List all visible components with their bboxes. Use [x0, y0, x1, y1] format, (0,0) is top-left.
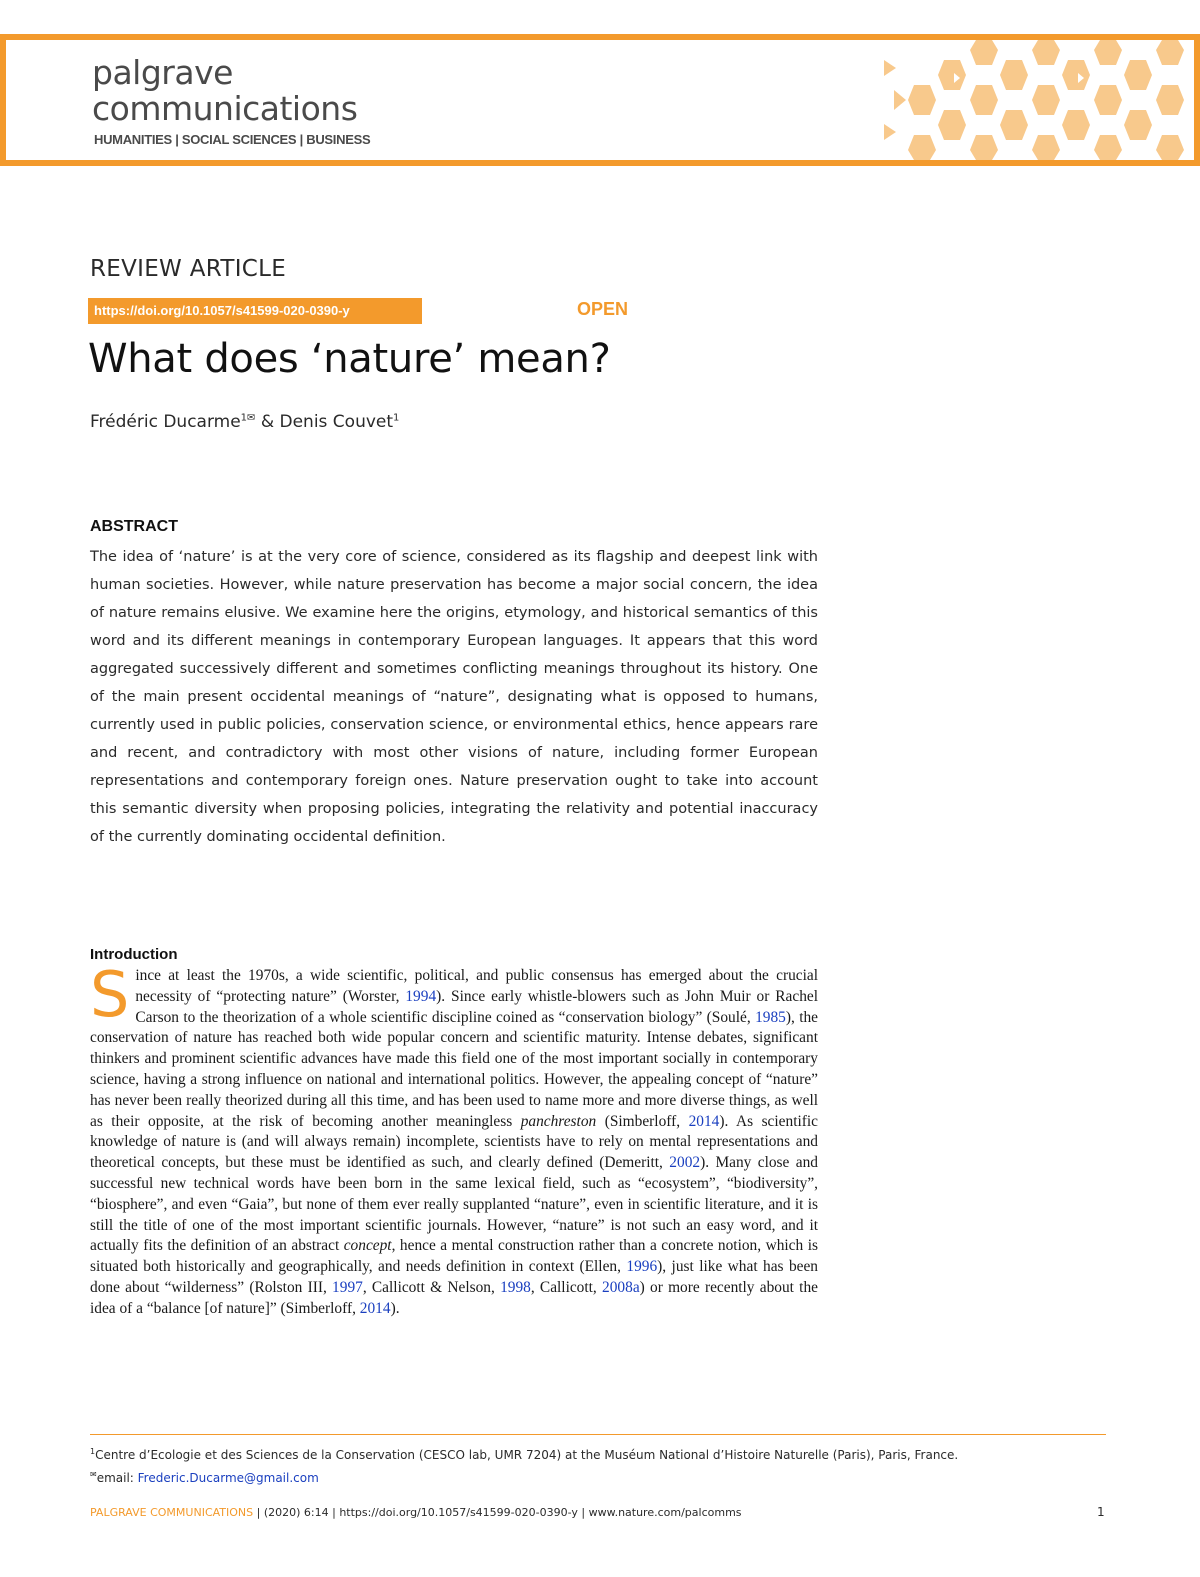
footnote-divider: [90, 1434, 1106, 1435]
body-text: ). As scientific knowledge of nature is (and will always remain) incomplete, scientists have to rely on mental representations and theoretical concepts, but these must be identified as such, and clearly defined (Demeritt,: [90, 1112, 818, 1172]
affiliation-footnote: [90, 1442, 1110, 1465]
envelope-icon: ✉: [90, 1470, 97, 1479]
emphasis-text: panchreston: [520, 1112, 597, 1130]
citation-link[interactable]: 1985: [755, 1008, 786, 1026]
email-footnote: [90, 1465, 1110, 1488]
body-text: ). Since early whistle-blowers such as John Muir or Rachel Carson to the theorization of a whole scientific discipline coined as “conservation biology” (Soulé,: [135, 987, 818, 1026]
journal-brand-line2: communications: [92, 89, 358, 128]
section-heading-introduction: Introduction: [90, 946, 178, 963]
citation-link[interactable]: 2014: [359, 1299, 391, 1317]
body-text: , Callicott,: [530, 1278, 603, 1296]
page-number: 1: [1097, 1505, 1105, 1519]
emphasis-text: concept: [343, 1237, 392, 1255]
body-text: , Callicott & Nelson,: [362, 1278, 501, 1296]
drop-cap: S: [90, 958, 130, 1031]
author-name[interactable]: Frédéric Ducarme: [90, 412, 241, 432]
hexagon-pattern-icon: [854, 40, 1194, 160]
body-text: , hence a mental construction rather than a concrete notion, which is situated both historically and geographically, and needs definition in context (Ellen,: [90, 1237, 818, 1276]
body-text: ince at least the 1970s, a wide scientific, political, and public consensus has emerged about the crucial necessity of “protecting nature” (Worster,: [135, 967, 818, 1005]
body-text: ). Many close and successful new technical words have been born in the same lexical field, such as “ecosystem”, “biodiversity”, “biosphere”, and even “Gaia”, but none of them ever really supplanted “nature”, even in scientific literature, and it is still the title of one of the most important scientific journals. However, “nature” is not such an easy word, and it actually fits the definition of an abstract: [90, 1154, 818, 1255]
journal-header: [0, 34, 1200, 166]
footer-journal-name: PALGRAVE COMMUNICATIONS: [90, 1506, 254, 1519]
page-footer: [90, 1506, 742, 1519]
open-access-label: OPEN: [577, 299, 629, 319]
email-link[interactable]: Frederic.Ducarme@gmail.com: [137, 1471, 319, 1485]
citation-link[interactable]: 1997: [332, 1278, 363, 1296]
body-text: (Simberloff,: [596, 1112, 689, 1130]
footnote-marker: 1: [90, 1447, 96, 1456]
journal-tagline: HUMANITIES | SOCIAL SCIENCES | BUSINESS: [94, 132, 371, 147]
abstract-heading: ABSTRACT: [90, 518, 178, 535]
citation-link[interactable]: 1998: [500, 1278, 531, 1296]
author-affiliation-sup: 1: [393, 412, 400, 424]
body-text: ), the conservation of nature has reached both wide popular concern and scientific maturity. Intense debates, significant thinkers and prominent scientific advances have made this field one of the most important socially in contemporary science, having a strong influence on national and international politics. However, the appealing concept of “nature” has never been really theorized during all this time, and has been used to name more and more diverse things, as well as their opposite, at the risk of becoming another meaningless: [90, 1008, 819, 1130]
author-list: [90, 412, 399, 432]
citation-link[interactable]: 1994: [405, 987, 437, 1005]
author-affiliation-sup: 1✉: [240, 412, 256, 424]
author-name[interactable]: Denis Couvet: [279, 412, 394, 432]
body-text: ), just like what has been done about “wilderness” (Rolston III,: [90, 1258, 818, 1296]
citation-link[interactable]: 2002: [669, 1154, 701, 1172]
body-text: ).: [390, 1299, 400, 1317]
author-separator: &: [255, 412, 280, 432]
introduction-paragraph: [90, 958, 819, 1320]
journal-brand-line1: palgrave: [92, 53, 233, 92]
footnotes: [90, 1442, 1110, 1488]
doi-link[interactable]: https://doi.org/10.1057/s41599-020-0390-y: [88, 298, 422, 324]
footer-citation: | (2020) 6:14 | https://doi.org/10.1057/s41599-020-0390-y | www.nature.com/palcomms: [253, 1506, 742, 1519]
abstract-text: The idea of ‘nature’ is at the very core of science, considered as its flagship and deepest link with human societies. However, while nature preservation has become a major social concern, the idea of nature remains elusive. We examine here the origins, etymology, and historical semantics of this word and its different meanings in contemporary European languages. It appears that this word aggregated successively different and sometimes conflicting meanings throughout its history. One of the main present occidental meanings of “nature”, designating what is opposed to humans, currently used in public policies, conservation science, or environmental ethics, hence appears rare and recent, and contradictory with most other visions of nature, including former European representations and contemporary foreign ones. Nature preservation ought to take into account this semantic diversity when proposing policies, integrating the relativity and potential inaccuracy of the currently dominating occidental definition.: [90, 549, 818, 845]
article-title: What does ‘nature’ mean?: [88, 336, 611, 382]
citation-link[interactable]: 2008a: [602, 1278, 640, 1296]
email-label: email:: [96, 1471, 138, 1485]
article-type: REVIEW ARTICLE: [90, 256, 287, 282]
citation-link[interactable]: 2014: [688, 1112, 720, 1130]
affiliation-text: Centre d’Ecologie et des Sciences de la Conservation (CESCO lab, UMR 7204) at the Muséum National d’Histoire Naturelle (Paris), Paris, France.: [95, 1448, 959, 1462]
citation-link[interactable]: 1996: [626, 1258, 658, 1276]
body-text: ) or more recently about the idea of a “balance [of nature]” (Simberloff,: [90, 1278, 818, 1317]
